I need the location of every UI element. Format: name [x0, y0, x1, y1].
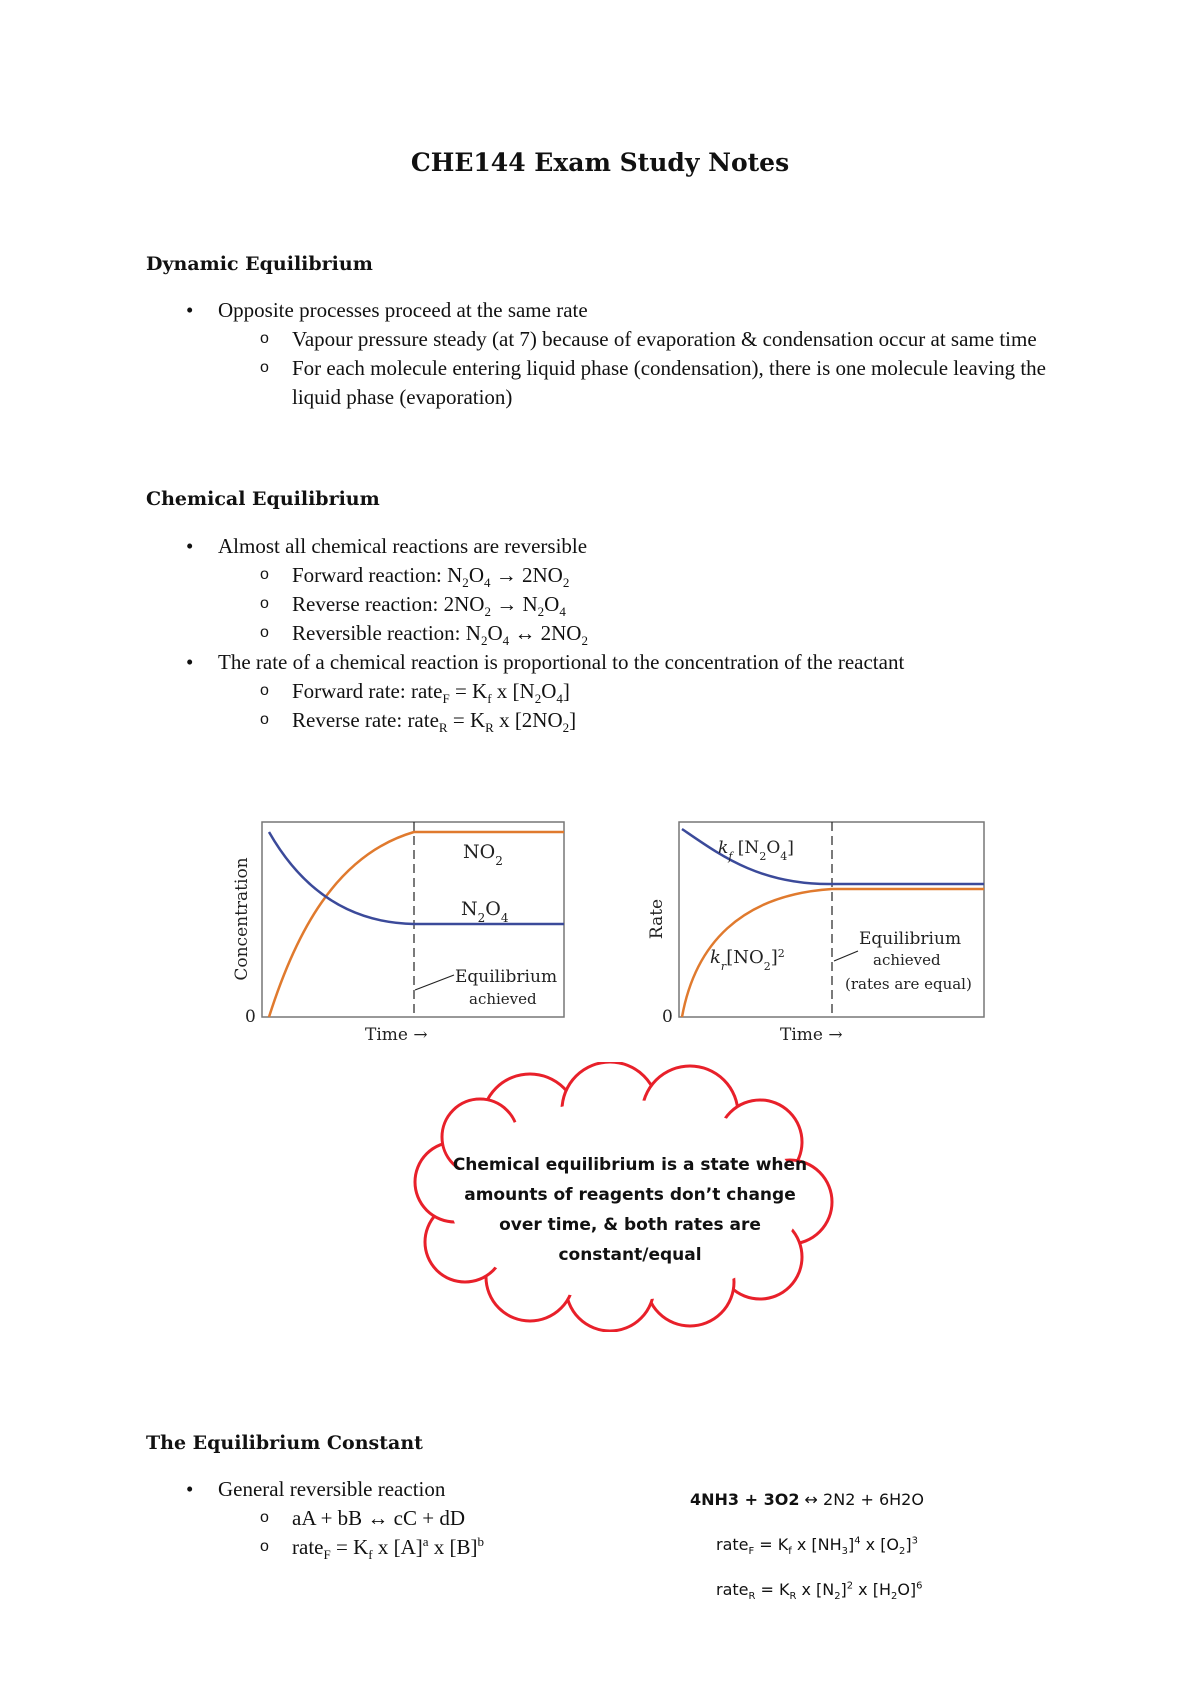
list-item: o Forward reaction: $N_2O_4 \to 2NO_2$	[146, 561, 1066, 590]
chart-ylabel: Rate	[647, 898, 667, 940]
equilibrium-annotation-1: Equilibrium	[859, 929, 962, 949]
side-equation-reaction: 4NH3 + 3O2 ↔ 2N2 + 6H2O	[690, 1490, 924, 1509]
heading-dynamic-equilibrium: Dynamic Equilibrium	[146, 253, 373, 275]
reverse-reaction-label: Reverse reaction:	[292, 592, 444, 616]
list-chemical-equilibrium	[146, 532, 1066, 735]
reverse-rate-label: Reverse rate: rate	[292, 708, 439, 732]
reaction-right: 2N2 + 6H2O	[823, 1490, 924, 1509]
page-title: CHE144 Exam Study Notes	[410, 148, 790, 177]
reversible-reaction-label: Reversible reaction:	[292, 621, 466, 645]
list-item: • Opposite processes proceed at the same rate	[146, 296, 1066, 325]
list-item: o rate$_F$ = $K_f$ x $[A]^a$ x $[B]^b$	[146, 1533, 666, 1562]
list-item: o Reverse rate: rate$_R$ = $K_R$ x $[2NO_2]$	[146, 706, 1066, 735]
heading-equilibrium-constant: The Equilibrium Constant	[146, 1432, 423, 1454]
series-label-n2o4: $N_2O_4$	[461, 898, 509, 925]
heading-chemical-equilibrium: Chemical Equilibrium	[146, 488, 380, 510]
list-equilibrium-constant	[146, 1475, 666, 1562]
list-item: o aA + bB ↔ cC + dD	[146, 1504, 666, 1533]
equilibrium-annotation-1: Equilibrium	[455, 967, 558, 987]
equilibrium-annotation-2: achieved	[873, 951, 941, 969]
series-label-kf: $k_f$ $[N_2O_4]$	[718, 838, 794, 863]
cloud-text: Chemical equilibrium is a state when amounts of reagents don’t change over time, & both rates are constant/equal	[452, 1155, 808, 1265]
series-label-no2: $NO_2$	[463, 841, 503, 868]
equilibrium-annotation-2: achieved	[469, 990, 537, 1008]
n2o4-curve	[269, 832, 564, 924]
list-item: • Almost all chemical reactions are reversible	[146, 532, 1066, 561]
list-item: o Vapour pressure steady (at 7) because of evaporation & condensation occur at same time	[146, 325, 1066, 354]
chart-origin-label: 0	[662, 1007, 673, 1027]
list-item: • The rate of a chemical reaction is proportional to the concentration of the reactant	[146, 648, 1066, 677]
chart-xlabel: Time →	[780, 1025, 843, 1045]
list-item: o Reversible reaction: $N_2O_4$ ↔ $2NO_2$	[146, 619, 1066, 648]
list-item: • General reversible reaction	[146, 1475, 666, 1504]
chart-ylabel: Concentration	[232, 857, 252, 981]
rate-chart	[640, 815, 1000, 1050]
list-dynamic-equilibrium	[146, 296, 1066, 412]
list-item: o Reverse reaction: $2NO_2 \to N_2O_4$	[146, 590, 1066, 619]
side-equation-reverse-rate: rate$_R$ = $K_R$ x $[N_2]^2$ x $[H_2O]^6$	[716, 1580, 923, 1603]
chart-xlabel: Time →	[365, 1025, 428, 1045]
side-equation-forward-rate: rate$_F$ = $K_f$ x $[NH_3]^4$ x $[O_2]^3$	[716, 1535, 918, 1558]
forward-reaction-label: Forward reaction:	[292, 563, 448, 587]
forward-rate-label: Forward rate: rate	[292, 679, 443, 703]
chart-origin-label: 0	[245, 1007, 256, 1027]
list-item: o For each molecule entering liquid phase (condensation), there is one molecule leaving the liquid phase (evaporation)	[146, 354, 1066, 412]
equilibrium-annotation-3: (rates are equal)	[845, 975, 972, 993]
series-label-kr: $k_r[NO_2]^2$	[710, 946, 785, 973]
reaction-left: 4NH3 + 3O2	[690, 1490, 800, 1509]
list-item: o Forward rate: rate$_F$ = $K_f$ x $[N_2O_4]$	[146, 677, 1066, 706]
concentration-chart	[225, 815, 585, 1050]
